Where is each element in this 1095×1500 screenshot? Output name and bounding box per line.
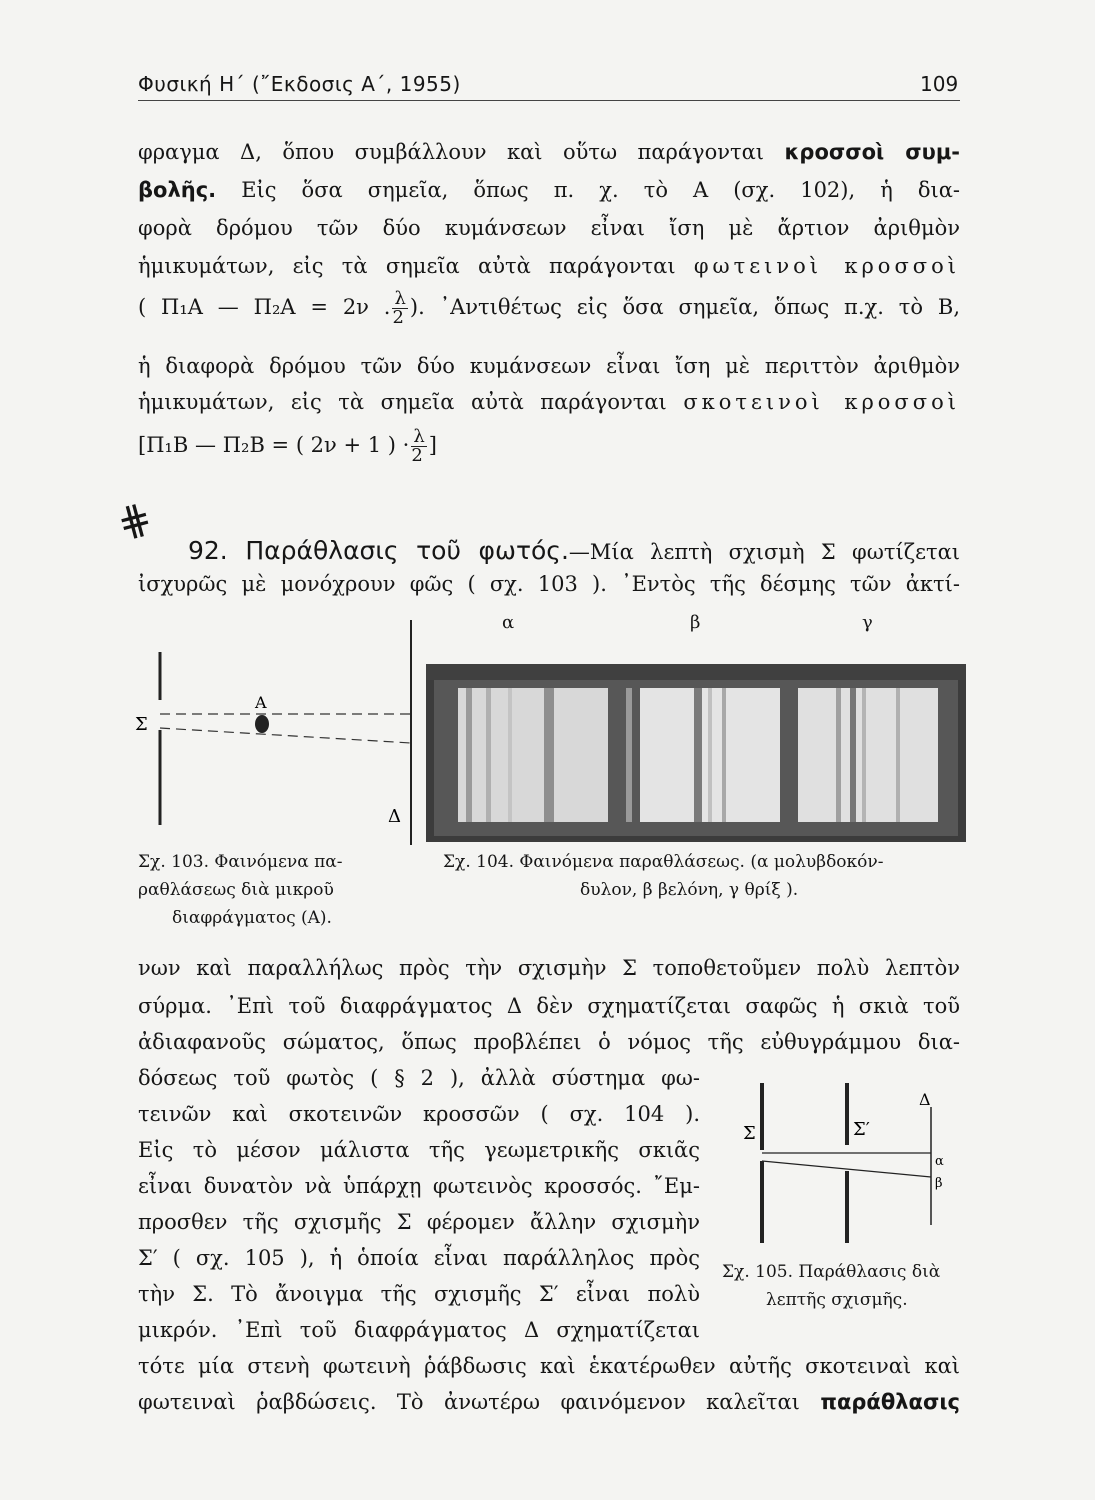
formula-line: ( Π₁Α — Π₂Α = 2ν . $\frac{\lambda}{2}$ ). ᾿Αντιθέτως εἰς ὅσα σημεῖα, ὅπως π.χ. τὸ Β, xyxy=(138,288,960,328)
text-line: ἰσχυρῶς μὲ μονόχρουν φῶς ( σχ. 103 ). ᾿Εντὸς τῆς δέσμης τῶν ἀκτί- xyxy=(138,572,960,596)
formula-line: [Π₁Β — Π₂Β = ( 2ν + 1 ) · $\frac{\lambda}{2}$ ] xyxy=(138,426,437,466)
text-line: φορὰ δρόμου τῶν δύο κυμάνσεων εἶναι ἴση μὲ ἄρτιον ἀριθμὸν xyxy=(138,216,960,240)
text-line: φωτειναὶ ῥαβδώσεις. Τὸ ἀνωτέρω φαινόμενον καλεῖται παράθλασις xyxy=(138,1390,960,1414)
obstacle-a xyxy=(255,715,269,733)
fig103-caption-line: διαφράγματος (Α). xyxy=(172,908,332,928)
text-line: ἀδιαφανοῦς σώματος, ὅπως προβλέπει ὁ νόμος τῆς εὐθυγράμμου δια- xyxy=(138,1030,960,1054)
figure-103 xyxy=(135,610,425,850)
page-number: 109 xyxy=(920,72,959,96)
label-delta: Δ xyxy=(388,806,401,827)
figure-104-fringe-photo xyxy=(426,664,966,842)
fraction: $\frac{\lambda}{2}$ xyxy=(411,426,425,466)
text-line: σύρμα. ᾿Επὶ τοῦ διαφράγματος Δ δὲν σχηματίζεται σαφῶς ἡ σκιὰ τοῦ xyxy=(138,994,960,1018)
label-beta: β xyxy=(690,612,701,633)
section-heading: 92. Παράθλασις τοῦ φωτός. xyxy=(188,536,569,565)
fig104-caption-line: Σχ. 104. Φαινόμενα παραθλάσεως. (α μολυβδοκόν- xyxy=(443,852,884,872)
text-line: προσθεν τῆς σχισμῆς Σ φέρομεν ἄλλην σχισμὴν xyxy=(138,1210,700,1234)
text-line: φραγμα Δ, ὅπου συμβάλλουν καὶ οὕτω παράγονται κροσσοὶ συμ- xyxy=(138,140,960,164)
label-sigma-prime: Σ′ xyxy=(853,1119,870,1140)
text-line: βολῆς. Εἰς ὅσα σημεῖα, ὅπως π. χ. τὸ Α (σχ. 102), ἡ δια- xyxy=(138,178,960,202)
bold-term: παράθλασις xyxy=(820,1390,960,1414)
spaced-term: σκοτεινοὶ κροσσοὶ xyxy=(683,390,960,414)
text-line: νων καὶ παραλλήλως πρὸς τὴν σχισμὴν Σ τοποθετοῦμεν πολὺ λεπτὸν xyxy=(138,956,960,980)
text-line: τότε μία στενὴ φωτεινὴ ῥάβδωσις καὶ ἑκατέρωθεν αὐτῆς σκοτειναὶ καὶ xyxy=(138,1354,960,1378)
text-line: ἡμικυμάτων, εἰς τὰ σημεῖα αὐτὰ παράγονται σκοτεινοὶ κροσσοὶ xyxy=(138,390,960,414)
header-rule xyxy=(138,100,960,101)
label-beta: β xyxy=(935,1176,943,1191)
fig103-caption-line: Σχ. 103. Φαινόμενα πα- xyxy=(138,852,343,872)
running-header: Φυσική Η΄ (῎Εκδοσις Α΄, 1955) xyxy=(138,72,461,96)
text-line: μικρόν. ᾿Επὶ τοῦ διαφράγματος Δ σχηματίζεται xyxy=(138,1318,700,1342)
label-delta: Δ xyxy=(919,1090,931,1109)
fig104-caption-line: δυλον, β βελόνη, γ θρίξ ). xyxy=(580,880,799,900)
fraction: $\frac{\lambda}{2}$ xyxy=(392,288,406,328)
section-heading-line: 92. Παράθλασις τοῦ φωτός.—Μία λεπτὴ σχισμὴ Σ φωτίζεται xyxy=(188,536,960,565)
spaced-term: φωτεινοὶ κροσσοὶ xyxy=(693,254,960,278)
label-sigma: Σ xyxy=(743,1123,756,1144)
figure-105 xyxy=(735,1075,960,1250)
label-sigma: Σ xyxy=(135,714,148,735)
label-alpha: Α xyxy=(255,693,267,712)
label-alpha: α xyxy=(935,1154,944,1169)
fig103-caption-line: ραθλάσεως διὰ μικροῦ xyxy=(138,880,334,900)
text-line: τεινῶν καὶ σκοτεινῶν κροσσῶν ( σχ. 104 ). xyxy=(138,1102,700,1126)
ray-lower xyxy=(160,728,411,743)
text-line: εἶναι δυνατὸν νὰ ὑπάρχῃ φωτεινὸς κροσσός. ῎Εμ- xyxy=(138,1174,700,1198)
fig105-caption-line: λεπτῆς σχισμῆς. xyxy=(766,1290,908,1310)
text-line: ἡμικυμάτων, εἰς τὰ σημεῖα αὐτὰ παράγονται φωτεινοὶ κροσσοὶ xyxy=(138,254,960,278)
bold-term: βολῆς. xyxy=(138,178,217,202)
margin-mark-icon: ⋕ xyxy=(112,494,157,548)
label-alpha: α xyxy=(502,612,515,633)
bold-term: κροσσοὶ συμ- xyxy=(784,140,960,164)
text-line: δόσεως τοῦ φωτὸς ( § 2 ), ἀλλὰ σύστημα φω- xyxy=(138,1066,700,1090)
fig105-caption-line: Σχ. 105. Παράθλασις διὰ xyxy=(722,1262,941,1282)
label-gamma: γ xyxy=(862,612,873,633)
text-line: Σ′ ( σχ. 105 ), ἡ ὁποία εἶναι παράλληλος πρὸς xyxy=(138,1246,700,1270)
text-line: τὴν Σ. Τὸ ἄνοιγμα τῆς σχισμῆς Σ′ εἶναι πολὺ xyxy=(138,1282,700,1306)
text-line: Εἰς τὸ μέσον μάλιστα τῆς γεωμετρικῆς σκιᾶς xyxy=(138,1138,700,1162)
text-line: ἡ διαφορὰ δρόμου τῶν δύο κυμάνσεων εἶναι ἴση μὲ περιττὸν ἀριθμὸν xyxy=(138,354,960,378)
